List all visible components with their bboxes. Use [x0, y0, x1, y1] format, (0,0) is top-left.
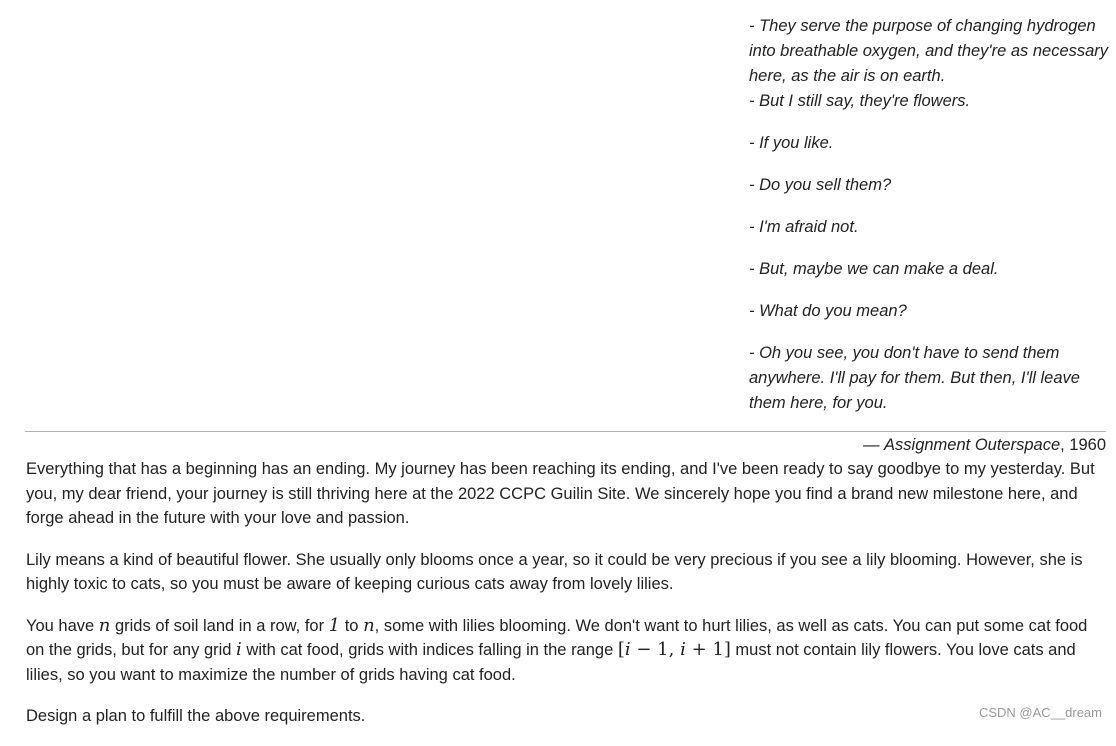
epigraph-divider: [25, 431, 1106, 432]
paragraph-design: Design a plan to fulfill the above requirements.: [26, 707, 366, 725]
attribution-dash: —: [862, 436, 880, 454]
paragraph-lily: Lily means a kind of beautiful flower. She usually only blooms once a year, so it could be very precious if you see a lily blooming. However, she is highly toxic to cats, so you must be aware of keeping curious cats away from lovely lilies.: [26, 550, 1083, 593]
math-n: n: [98, 614, 111, 636]
dialogue-line: - Oh you see, you don't have to send them anywhere. I'll pay for them. But then, I'll leave them here, for you.: [749, 344, 1080, 412]
watermark: CSDN @AC__dream: [978, 705, 1102, 720]
task-text: grids of soil land in a row, for: [110, 616, 329, 635]
attribution-year: , 1960: [1060, 436, 1106, 454]
task-text: must not contain lily flowers. You love cats and lilies, so you want to maximize the number of grids having cat food.: [26, 641, 1076, 684]
math-range-i: i: [680, 639, 686, 660]
dialogue-line: - If you like.: [749, 134, 834, 152]
dialogue-line: - They serve the purpose of changing hydrogen into breathable oxygen, and they're as necessary here, as the air is on earth.: [749, 17, 1109, 85]
epigraph-attribution: [863, 433, 1106, 457]
dialogue-line: - I'm afraid not.: [749, 218, 859, 236]
problem-statement: [26, 457, 1108, 746]
paragraph-intro: Everything that has a beginning has an ending. My journey has been reaching its ending, and I've been ready to say goodbye to my yesterday. But you, my dear friend, your journey is still thriving here at the 2022 CCPC Guilin Site. We sincerely hope you find a brand new milestone here, and forge ahead in the future with your love and passion.: [26, 460, 1095, 527]
math-range-minus: − 1,: [630, 639, 681, 660]
paragraph-task: [26, 614, 1108, 688]
task-text: , some with lilies blooming. We don't want to hurt lilies, as well as cats. You can put some cat food on the grids, but for any grid: [26, 616, 1088, 659]
task-text: You have: [26, 616, 99, 635]
epigraph-dialogue: [749, 14, 1109, 433]
task-text: to: [340, 616, 364, 635]
math-range: [618, 639, 731, 660]
dialogue-line: - What do you mean?: [749, 302, 907, 320]
math-range-plus: + 1]: [685, 639, 731, 660]
dialogue-line: - Do you sell them?: [749, 176, 892, 194]
math-range-i: i: [624, 639, 631, 660]
attribution-work-title: Assignment Outerspace: [884, 436, 1061, 454]
math-n: n: [363, 614, 375, 636]
dialogue-line: - But I still say, they're flowers.: [749, 92, 971, 110]
task-text: with cat food, grids with indices falling in the range: [241, 641, 618, 659]
math-bracket-open: [: [617, 639, 625, 660]
dialogue-line: - But, maybe we can make a deal.: [749, 260, 999, 278]
math-one: 1: [328, 614, 341, 636]
math-i: i: [236, 639, 242, 660]
